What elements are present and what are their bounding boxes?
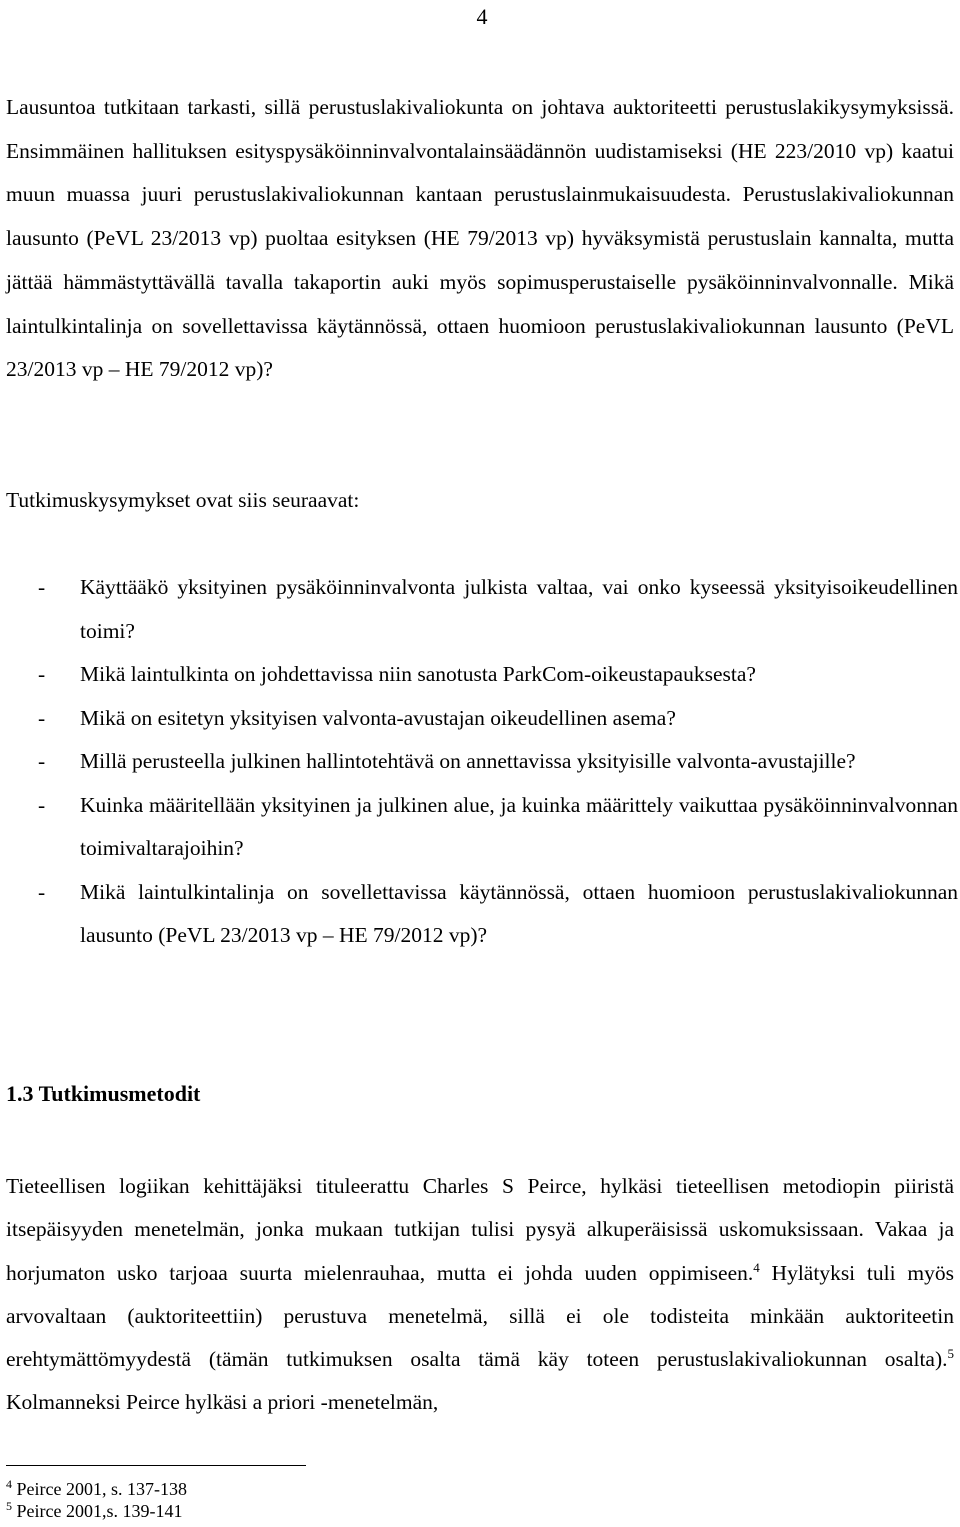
footnote-item — [6, 1500, 187, 1522]
research-questions-list — [0, 566, 958, 958]
list-dash: - — [38, 575, 46, 599]
footnote-text: Peirce 2001, s. 137-138 — [12, 1479, 187, 1499]
list-dash: - — [38, 662, 46, 686]
list-item-text: Mikä laintulkinta on johdettavissa niin sanotusta ParkCom-oikeustapauksesta? — [80, 662, 756, 686]
list-dash: - — [38, 705, 46, 730]
footnote-text: Peirce 2001,s. 139-141 — [12, 1501, 183, 1521]
list-dash: - — [38, 792, 46, 817]
list-item — [0, 871, 958, 958]
footnote-item — [6, 1478, 187, 1500]
list-item — [0, 653, 958, 697]
section-heading: 1.3 Tutkimusmetodit — [6, 1081, 201, 1106]
list-item — [0, 697, 958, 741]
list-item-text: Mikä laintulkintalinja on sovellettavissa käytännössä, ottaen huomioon perustuslakivaliokunnan lausunto (PeVL 23/2013 vp – HE 79/2012 vp)? — [80, 879, 958, 947]
list-item-text: Käyttääkö yksityinen pysäköinninvalvonta julkista valtaa, vai onko kyseessä yksityisoikeudellinen toimi? — [80, 575, 958, 643]
list-item-text: Mikä on esitetyn yksityisen valvonta-avustajan oikeudellinen asema? — [80, 705, 676, 730]
list-item-text: Kuinka määritellään yksityinen ja julkinen alue, ja kuinka määrittely vaikuttaa pysäköinninvalvonnan toimivaltarajoihin? — [80, 792, 958, 860]
footnote-separator — [6, 1465, 306, 1466]
body-paragraph-methods — [6, 1165, 954, 1425]
footnote-marker: 4 — [6, 1477, 12, 1491]
list-dash: - — [38, 749, 46, 773]
footnote-ref-5[interactable]: 5 — [947, 1346, 954, 1362]
list-item-text: Millä perusteella julkinen hallintotehtävä on annettavissa yksityisille valvonta-avustajille? — [80, 749, 856, 773]
footnotes — [6, 1478, 187, 1522]
list-item — [0, 740, 958, 784]
footnote-marker: 5 — [6, 1499, 12, 1513]
list-item — [0, 784, 958, 871]
list-dash: - — [38, 879, 46, 904]
body-paragraph-lausunto: Lausuntoa tutkitaan tarkasti, sillä perustuslakivaliokunta on johtava auktoriteetti perustuslakikysymyksissä. Ensimmäinen hallituksen esityspysäköinninvalvontalainsäädännön uudistamiseksi (HE 223/2010 vp) kaatui muun muassa juuri perustuslakivaliokunnan kantaan perustuslainmukaisuudesta. Perustuslakivaliokunnan lausunto (PeVL 23/2013 vp) puoltaa esityksen (HE 79/2013 vp) hyväksymistä perustuslain kannalta, mutta jättää hämmästyttävällä tavalla takaportin auki myös sopimusperustaiselle pysäköinninvalvonnalle. Mikä laintulkintalinja on sovellettavissa käytännössä, ottaen huomioon perustuslakivaliokunnan lausunto (PeVL 23/2013 vp – HE 79/2012 vp)? — [6, 95, 954, 382]
page-number: 4 — [476, 4, 488, 29]
methods-text-part-3: Kolmanneksi Peirce hylkäsi a priori -menetelmän, — [6, 1390, 439, 1415]
body-paragraph-research-questions-intro: Tutkimuskysymykset ovat siis seuraavat: — [6, 488, 360, 512]
footnote-ref-4[interactable]: 4 — [753, 1259, 760, 1275]
methods-text-part-1: Tieteellisen logiikan kehittäjäksi tituleerattu Charles S Peirce, hylkäsi tieteellisen metodiopin piiristä itsepäisyyden menetelmän, jonka mukaan tutkijan tulisi pysyä alkuperäisissä uskomuksissaan. Vakaa ja horjumaton usko tarjoaa suurta mielenrauhaa, mutta ei johda uuden oppimiseen. — [6, 1174, 954, 1285]
methods-text-part-2: Hylätyksi tuli myös arvovaltaan (auktoriteettiin) perustuva menetelmä, sillä ei ole todisteita minkään auktoriteetin erehtymättömyydestä (tämän tutkimuksen osalta tämä käy toteen perustuslakivaliokunnan osalta). — [6, 1260, 954, 1372]
list-item — [0, 566, 958, 653]
